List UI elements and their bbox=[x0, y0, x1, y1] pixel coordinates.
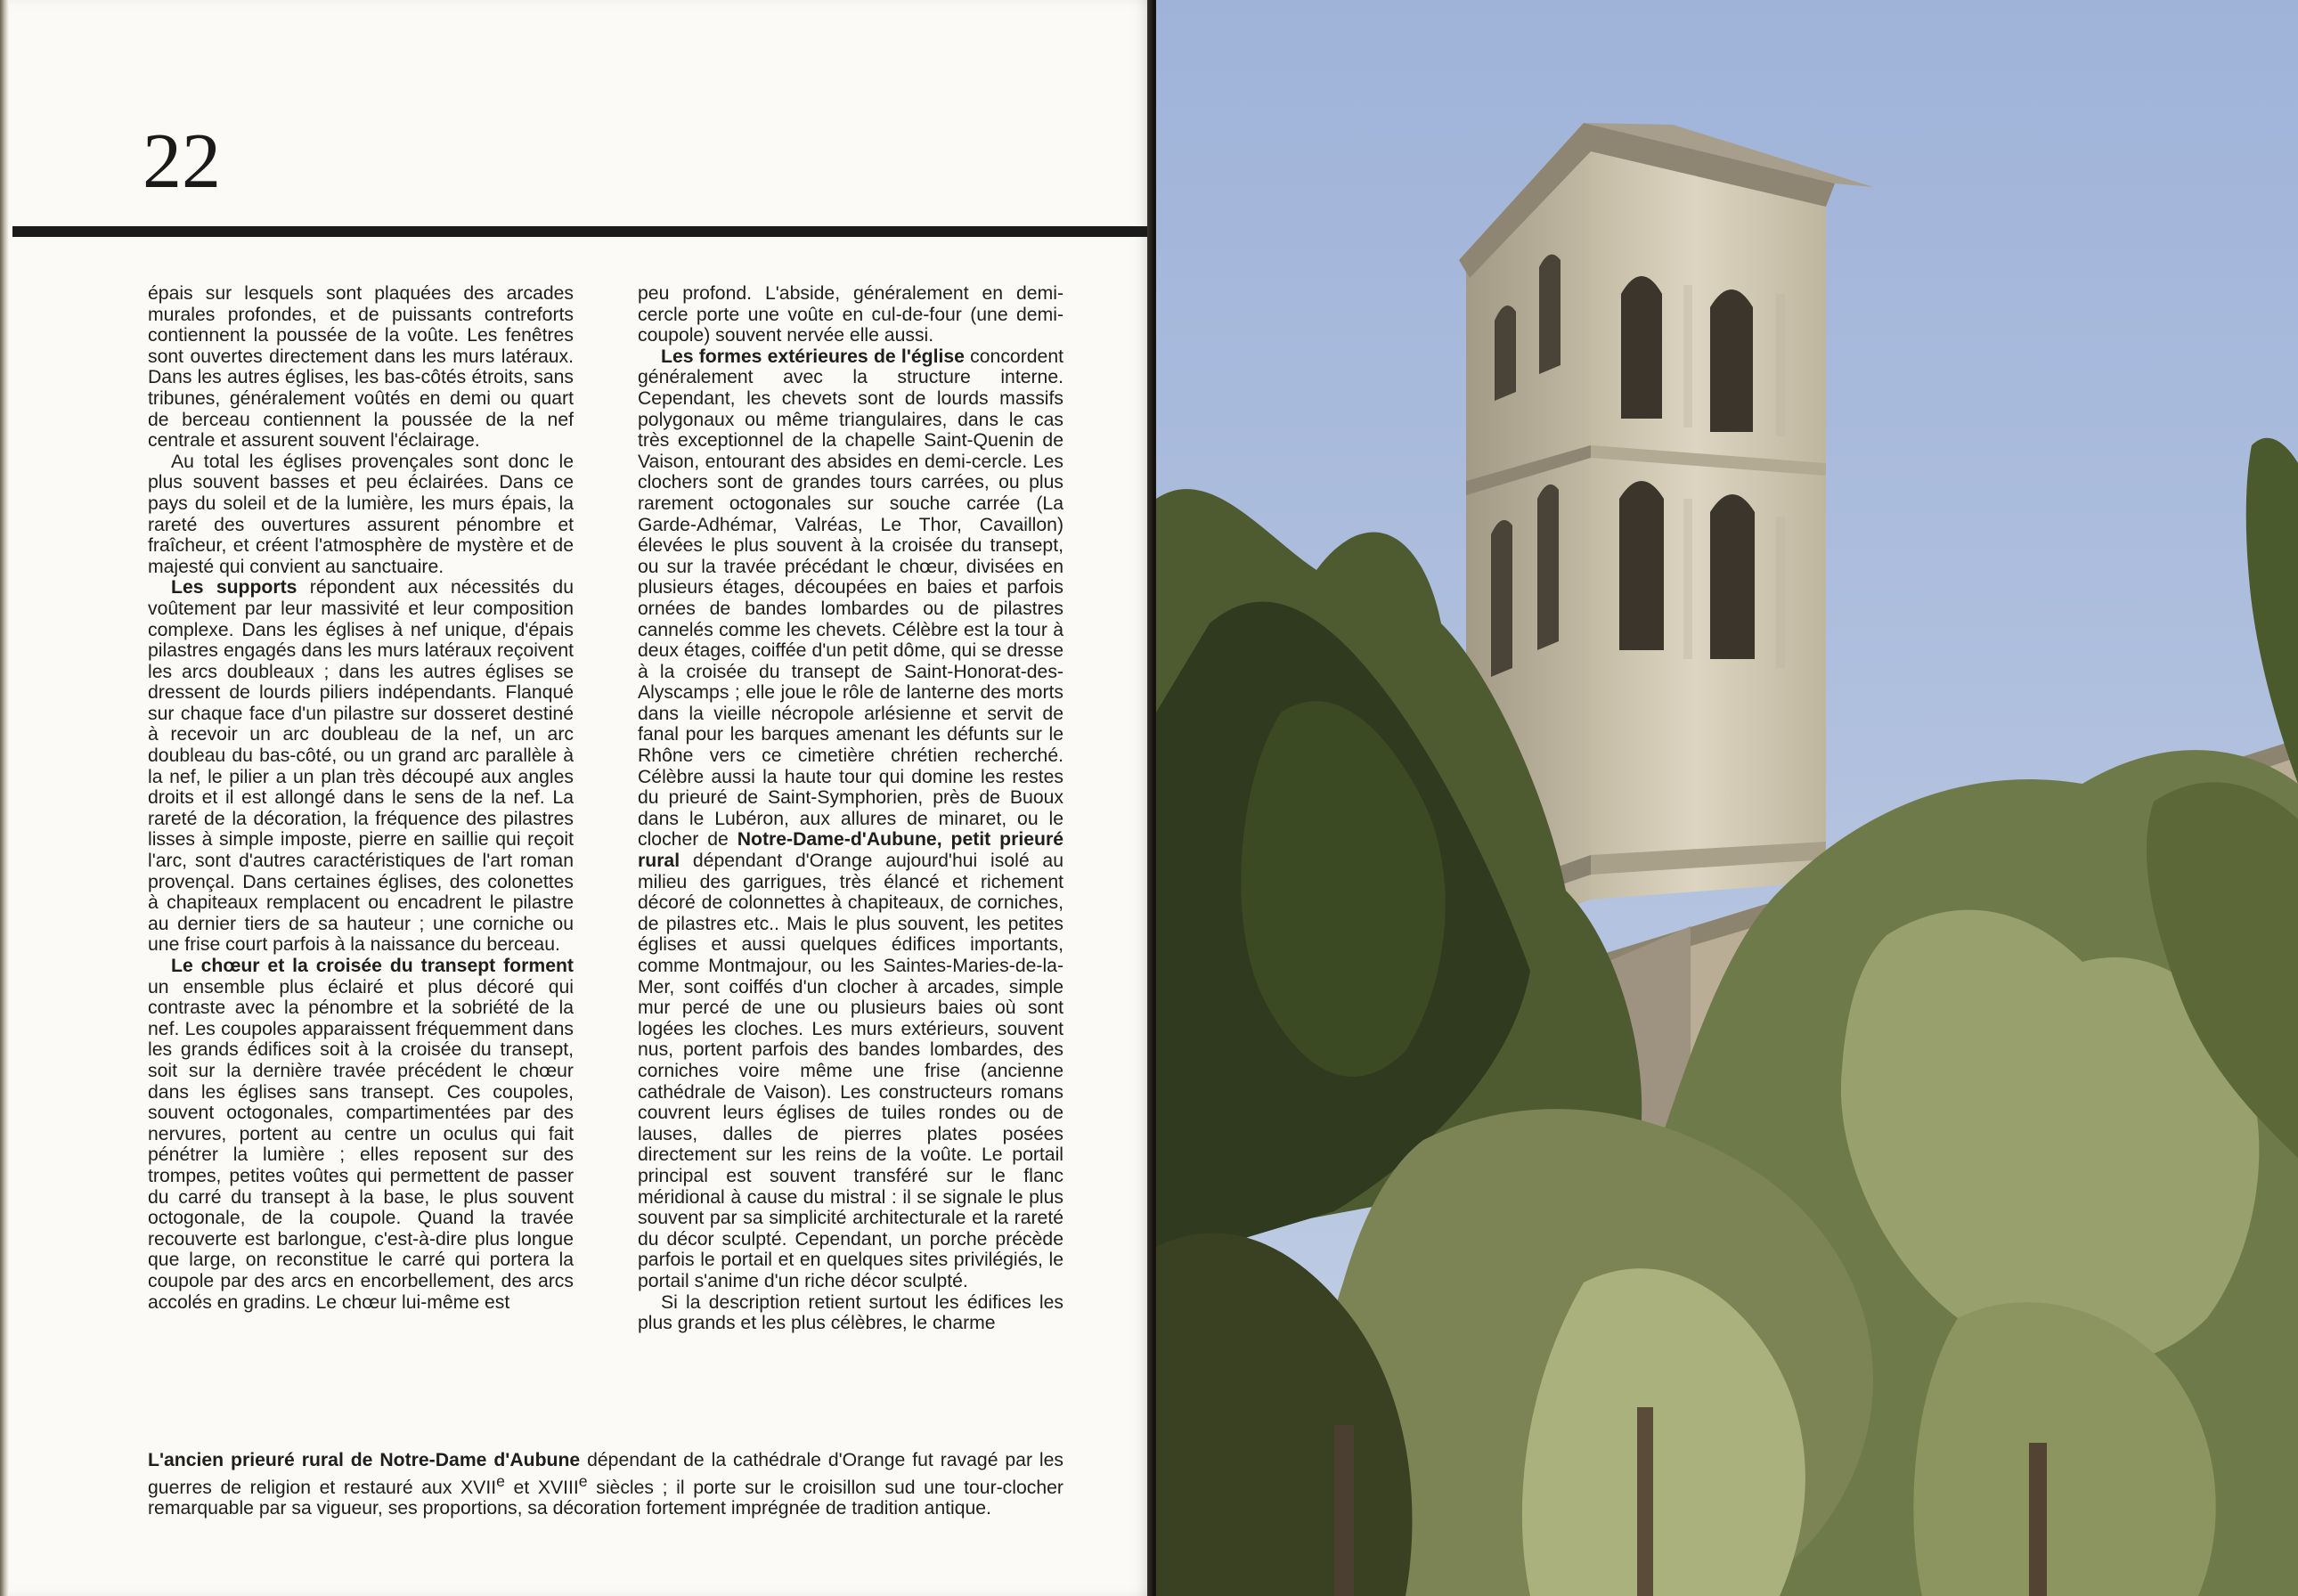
superscript: e bbox=[496, 1471, 505, 1490]
paragraph bbox=[148, 956, 574, 1313]
paragraph bbox=[148, 577, 574, 956]
text-column-1 bbox=[148, 283, 574, 1313]
paragraph bbox=[638, 346, 1063, 1292]
paragraph: Au total les églises provençales sont donc le plus souvent basses et peu éclairées. Dans ce pays du soleil et de la lumière, les murs épais, la rareté des ouvertures assurent pénombre et fraîcheur, et créent l'atmosphère de mystère et de majesté qui convient au sanctuaire. bbox=[148, 451, 574, 577]
paragraph-text: un ensemble plus éclairé et plus décoré qui contraste avec la pénombre et la sobriété de la nef. Les coupoles apparaissent fréquemment dans les grands édifices soit à la croisée du transept, soit sur la dernière travée précédent le chœur dans les églises sans transept. Ces coupoles, souvent octogonales, compartimentées par des nervures, portent au centre un oculus qui fait pénétrer la lumière ; elles reposent sur des trompes, petites voûtes qui permettent de passer du carré du transept à la base, le plus souvent octogonale, de la coupole. Quand la travée recouverte est barlongue, c'est-à-dire plus longue que large, on reconstitue le carré qui portera la coupole par des arcs en encorbellement, des arcs accolés en gradins. Le chœur lui-même est bbox=[148, 976, 574, 1313]
caption-heading: L'ancien prieuré rural de Notre-Dame d'Aubune bbox=[148, 1450, 581, 1470]
caption-part: dépendant de la cathédrale d'Orange fut ravagé par les guerres de religion et restauré aux XVII bbox=[148, 1450, 1063, 1498]
bell-tower-photo bbox=[1156, 0, 2298, 1596]
caption-part: et XVIII bbox=[504, 1477, 579, 1498]
text-column-2 bbox=[638, 283, 1063, 1334]
paragraph-text: répondent aux nécessités du voûtement par leur massivité et leur composition complexe. Dans les églises à nef unique, d'épais pilastres engagés dans les murs latéraux reçoivent les arcs doubleaux ; dans les autres églises se dressent de lourds piliers indépendants. Flanqué sur chaque face d'un pilastre sur dosseret destiné à recevoir un arc doubleau de la nef, un arc doubleau du bas-côté, ou un grand arc parallèle à la nef, le pilier a un plan très découpé aux angles droits et il est allongé dans le sens de la nef. La rareté de la décoration, la fréquence des pilastres lisses à simple imposte, pierre en saillie qui reçoit l'arc, sont d'autres caractéristiques de l'art roman provençal. Dans certaines églises, des colonettes à chapiteaux remplacent ou encadrent le pilastre au dernier tiers de sa hauteur ; une corniche ou une frise court parfois à la naissance du berceau. bbox=[148, 577, 574, 956]
page-number: 22 bbox=[143, 118, 221, 205]
paragraph: Si la description retient surtout les édifices les plus grands et les plus célèbres, le charme bbox=[638, 1291, 1063, 1334]
paragraph-text: concordent généralement avec la structure interne. Cependant, les chevets sont de lourds massifs polygonaux ou même triangulaires, dans le cas très exceptionnel de la chapelle Saint-Quenin de Vaison, entourant des absides en demi-cercle. Les clochers sont de grandes tours carrées, ou plus rarement octogonales sur souche carrée (La Garde-Adhémar, Valréas, Le Thor, Cavaillon) élevées le plus souvent à la croisée du transept, ou sur la travée précédant le chœur, divisées en plusieurs étages, découpées en baies et parfois ornées de bandes lombardes ou de pilastres cannelés comme les chevets. Célèbre est la tour à deux étages, coiffée d'un petit dôme, qui se dresse à la croisée du transept de Saint-Honorat-des-Alyscamps ; elle joue le rôle de lanterne des morts dans la vieille nécropole arlésienne et servit de fanal pour les barques amenant les défunts sur le Rhône vers ce cimetière chrétien recherché. Célèbre aussi la haute tour qui domine les restes du prieuré de Saint-Symphorien, près de Buoux dans le Lubéron, aux allures de minaret, ou le clocher de bbox=[638, 346, 1063, 851]
photo-illustration bbox=[1156, 0, 2298, 1596]
paragraph: épais sur lesquels sont plaquées des arcades murales profondes, et de puissants contreforts contiennent la poussée de la voûte. Les fenêtres sont ouvertes directement dans les murs latéraux. Dans les autres églises, les bas-côtés étroits, sans tribunes, généralement voûtés en demi ou quart de berceau contiennent la poussée de la nef centrale et assurent souvent l'éclairage. bbox=[148, 283, 574, 452]
paragraph-heading: Les supports bbox=[171, 577, 297, 598]
paragraph-heading: Les formes extérieures de l'église bbox=[661, 346, 965, 367]
emphasis: Notre-Dame-d'Aubune, petit prieuré rural bbox=[638, 829, 1063, 872]
caption-text bbox=[148, 1450, 1063, 1519]
caption-part: siècles ; il porte sur le croisillon sud une tour-clocher remarquable par sa vigueur, ses proportions, sa décoration fortement imprégnée de tradition antique. bbox=[148, 1477, 1063, 1519]
superscript: e bbox=[578, 1471, 588, 1490]
header-rule bbox=[12, 226, 1156, 237]
paragraph: peu profond. L'abside, généralement en demi-cercle porte une voûte en cul-de-four (une demi-coupole) souvent nervée elle aussi. bbox=[638, 283, 1063, 346]
paragraph-heading: Le chœur et la croisée du transept forment bbox=[171, 956, 574, 976]
paragraph-text: dépendant d'Orange aujourd'hui isolé au milieu des garrigues, très élancé et richement décoré de colonnettes à chapiteaux, de corniches, de pilastres etc.. Mais le plus souvent, les petites églises et aussi quelques édifices importants, comme Montmajour, ou les Saintes-Maries-de-la-Mer, sont coiffés d'un clocher à arcades, simple mur percé de une ou plusieurs baies où sont logées les cloches. Les murs extérieurs, souvent nus, portent parfois des bandes lombardes, des corniches voire même une frise (ancienne cathédrale de Vaison). Les constructeurs romans couvrent leurs églises de tuiles rondes ou de lauses, dalles de pierres plates posées directement sur les reins de la voûte. Le portail principal est souvent transféré sur le flanc méridional à cause du mistral : il se signale le plus souvent par sa simplicité architecturale et la rareté du décor sculpté. Cependant, un porche précède parfois le portail et en quelques sites privilégiés, le portail s'anime d'un riche décor sculpté. bbox=[638, 851, 1063, 1291]
photo-caption bbox=[148, 1450, 1063, 1519]
